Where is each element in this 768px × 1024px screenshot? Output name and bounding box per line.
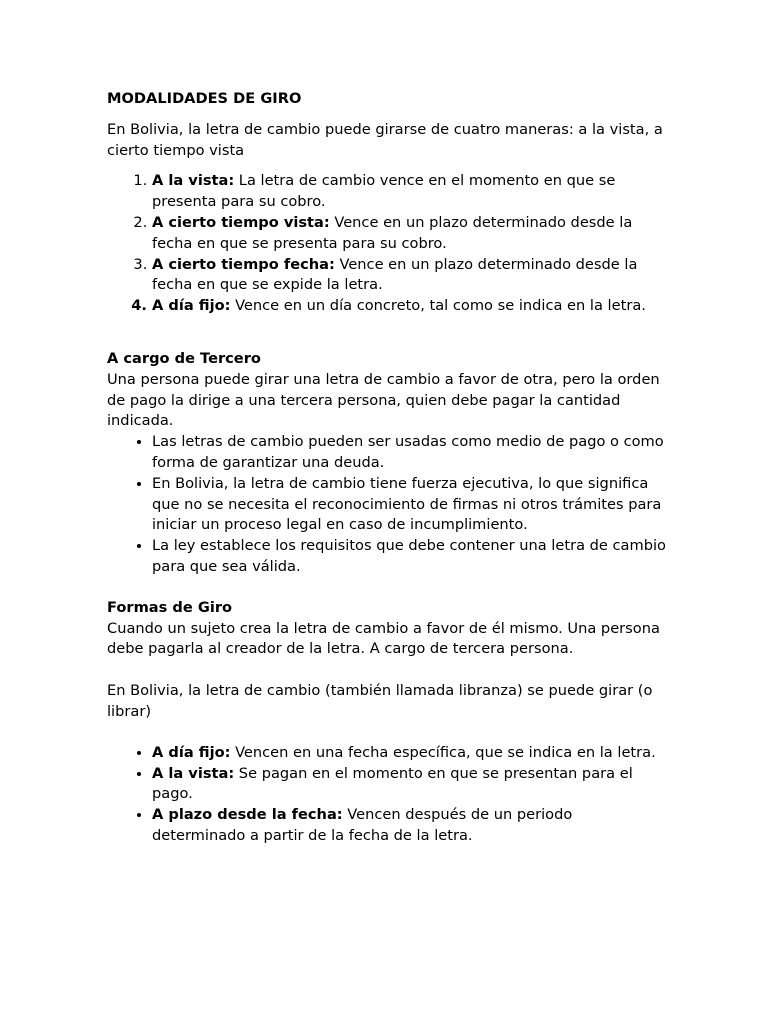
list-item: • Las letras de cambio pueden ser usadas como medio de pago o como forma de garantizar una deuda. [152,432,667,474]
section-heading-tercero: A cargo de Tercero [107,349,261,367]
list-item-term: A la vista: [152,172,235,190]
formas-bullet-list [107,743,667,847]
list-item-text: Vencen después de un periodo determinado a partir de la fecha de la letra. [152,806,573,844]
intro-paragraph: En Bolivia, la letra de cambio puede girarse de cuatro maneras: a la vista, a cierto tiempo vista [107,120,663,159]
modalities-list [107,171,667,317]
list-item-text: Vencen en una fecha específica, que se indica en la letra. [230,743,656,761]
list-item-text: Vence en un día concreto, tal como se indica en la letra. [230,297,646,315]
list-item [152,213,667,255]
list-item [152,171,667,213]
list-item [152,255,667,297]
list-item-term: A día fijo: [152,743,231,761]
document-page [107,89,667,847]
list-item: • En Bolivia, la letra de cambio tiene fuerza ejecutiva, lo que significa que no se necesita el reconocimiento de firmas ni otros trámites para iniciar un proceso legal en caso de incumplimiento. [152,474,667,536]
formas-paragraph-2: En Bolivia, la letra de cambio (también llamada libranza) se puede girar (o librar) [107,682,653,720]
list-item [152,764,667,806]
tercero-bullet-list [107,432,667,578]
list-item [152,296,667,317]
list-item-term: A cierto tiempo vista: [152,213,330,231]
list-item-term: A la vista: [152,764,235,782]
list-item [152,805,667,847]
list-item-text: Se pagan en el momento en que se presentan para el pago. [152,764,633,803]
list-item-term: A día fijo: [152,297,231,315]
list-item-text: La letra de cambio vence en el momento en que se presenta para su cobro. [152,172,616,211]
list-item-term: A cierto tiempo fecha: [152,255,335,273]
list-item [152,743,667,764]
list-item: • La ley establece los requisitos que debe contener una letra de cambio para que sea válida. [152,536,667,578]
page-title: MODALIDADES DE GIRO [107,90,302,107]
formas-paragraph: Cuando un sujeto crea la letra de cambio a favor de él mismo. Una persona debe pagarla al creador de la letra. A cargo de tercera persona. [107,619,660,658]
list-item-text: Vence en un plazo determinado desde la fecha en que se presenta para su cobro. [152,213,633,252]
list-item-term: A plazo desde la fecha: [152,806,343,824]
tercero-paragraph: Una persona puede girar una letra de cambio a favor de otra, pero la orden de pago la dirige a una tercera persona, quien debe pagar la cantidad indicada. [107,370,660,430]
list-item-text: Vence en un plazo determinado desde la fecha en que se expide la letra. [152,255,638,294]
section-heading-formas: Formas de Giro [107,598,233,616]
